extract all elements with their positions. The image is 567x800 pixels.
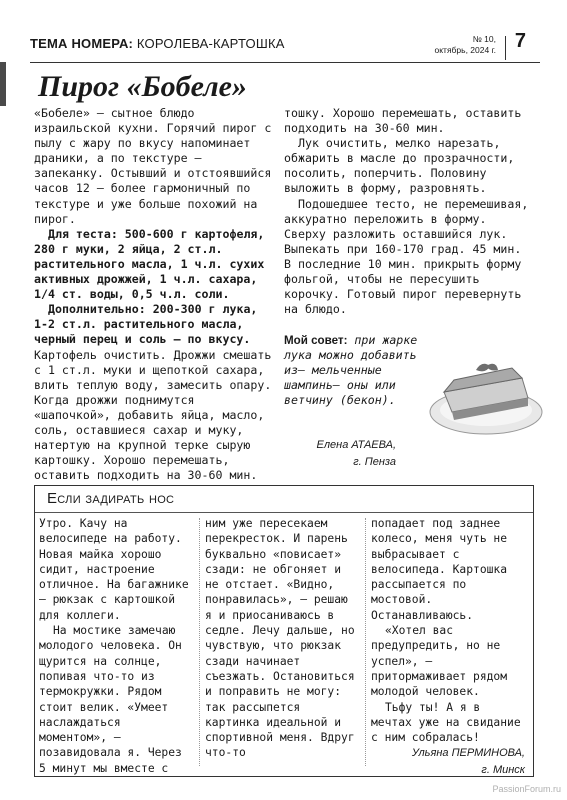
issue-date: октябрь, 2024 г.: [434, 45, 496, 55]
article-intro: «Бобеле» — сытное блюдо израильской кухни. Горячий пирог с пылу с жару по вкусу напоминает драники, а по текстуре — запеканку. Остывший и отстоявшийся часов 12 — более гармоничный по текстуре и уже больше похожий на пирог.: [34, 106, 272, 226]
column-separator: [199, 518, 200, 766]
story-column-1: [39, 516, 193, 776]
author-city: г. Пенза: [353, 456, 396, 468]
page-header: [30, 32, 540, 68]
issue-number: № 10,: [472, 34, 496, 44]
story-box: [34, 485, 534, 777]
story-title-rule: [35, 512, 533, 513]
story-paragraph: «Хотел вас предупредить, но не успел», — притормаживает рядом молодой человек.: [371, 624, 508, 699]
header-rule: [30, 62, 540, 63]
article-column-left: [34, 106, 274, 483]
recipe-steps-1-cont: тошку. Хорошо перемешать, оставить подходить на 30-60 мин.: [284, 106, 522, 136]
article-signature: [284, 437, 396, 471]
pie-slice-image: [424, 340, 544, 440]
story-paragraph: Тьфу ты! А я в мечтах уже на свидание с ним собралась!: [371, 700, 521, 745]
issue-info: [416, 34, 496, 56]
article-title: Пирог «Бобеле»: [38, 70, 247, 103]
story-column-3: [371, 516, 525, 779]
recipe-steps-3: Подошедшее тесто, не перемешивая, аккуратно переложить в форму. Сверху разложить оставшийся лук. Выпекать при 160-170 град. 45 мин. В последние 10 мин. прикрыть форму фольгой, чтобы не пересушить корочку. Готовый пирог перевернуть на блюдо.: [284, 196, 529, 317]
story-column-2: [205, 516, 359, 761]
column-separator: [365, 518, 366, 766]
sidebar-marker: [0, 62, 6, 106]
site-watermark: PassionForum.ru: [492, 784, 561, 794]
story-city: г. Минск: [481, 764, 525, 777]
extra-ingredients: Дополнительно: 200-300 г лука, 1-2 ст.л. растительного масла, черный перец и соль — по вкусу.: [34, 302, 258, 347]
topic-label: ТЕМА НОМЕРА:: [30, 36, 134, 51]
story-title: Если задирать нос: [47, 490, 175, 507]
article-column-right: [284, 106, 532, 317]
story-author: Ульяна ПЕРМИНОВА,: [411, 747, 525, 760]
story-paragraph: Утро. Качу на велосипеде на работу. Новая майка хорошо сидит, настроение отличное. На багажнике — рюкзак с картошкой для коллеги.: [39, 517, 189, 622]
topic-value: КОРОЛЕВА-КАРТОШКА: [136, 36, 285, 51]
header-divider: [505, 36, 506, 60]
story-paragraph: попадает под заднее колесо, меня чуть не выбрасывает с велосипеда. Картошка рассыпается по мостовой. Останавливаюсь.: [371, 517, 508, 622]
page-number: 7: [514, 30, 526, 52]
story-paragraph: ним уже пересекаем перекресток. И парень буквально «повисает» сзади: не обгоняет и не отстает. «Видно, понравилась», — решаю я и приосаниваюсь в седле. Лечу дальше, но чувствую, что рюкзак сзади начинает съезжать. Остановиться и поправить не могу: так рассыпется картинка идеальной и спортивной меня. Вдруг что-то: [205, 517, 355, 760]
recipe-steps-2: Лук очистить, мелко нарезать, обжарить в масле до прозрачности, посолить, поперчить. Половину выложить в форму, разровнять.: [284, 136, 515, 196]
advice-label: Мой совет:: [284, 334, 348, 347]
story-signature: [371, 745, 525, 779]
advice-text: при жарке лука можно добавить из— мельченные шампинь— оны или ветчину (бекон).: [284, 333, 418, 408]
author-name: Елена АТАЕВА,: [316, 439, 396, 451]
issue-topic: [30, 36, 285, 51]
story-paragraph: На мостике замечаю молодого человека. Он щурится на солнце, попивая что-то из термокружки. Рядом стоит велик. «Умеет наслаждаться моментом», — позавидовала я. Через 5 минут мы вместе с: [39, 624, 182, 775]
dough-ingredients: Для теста: 500-600 г картофеля, 280 г муки, 2 яйца, 2 ст.л. растительного масла, 1 ч.л. сухих активных дрожжей, 1 ч.л. сахара, 1/4 ст. воды, 0,5 ч.л. соли.: [34, 226, 265, 302]
recipe-steps-1: Картофель очистить. Дрожжи смешать с 1 ст.л. муки и щепоткой сахара, влить теплую воду, замесить опару. Когда дрожжи поднимутся «шапочкой», добавить яйца, масло, соль, оставшиеся сахар и муку, натертую на крупной терке сырую картошку. Хорошо перемешать, оставить подходить на 30-60 мин.: [34, 347, 272, 483]
advice-block: [284, 333, 424, 408]
